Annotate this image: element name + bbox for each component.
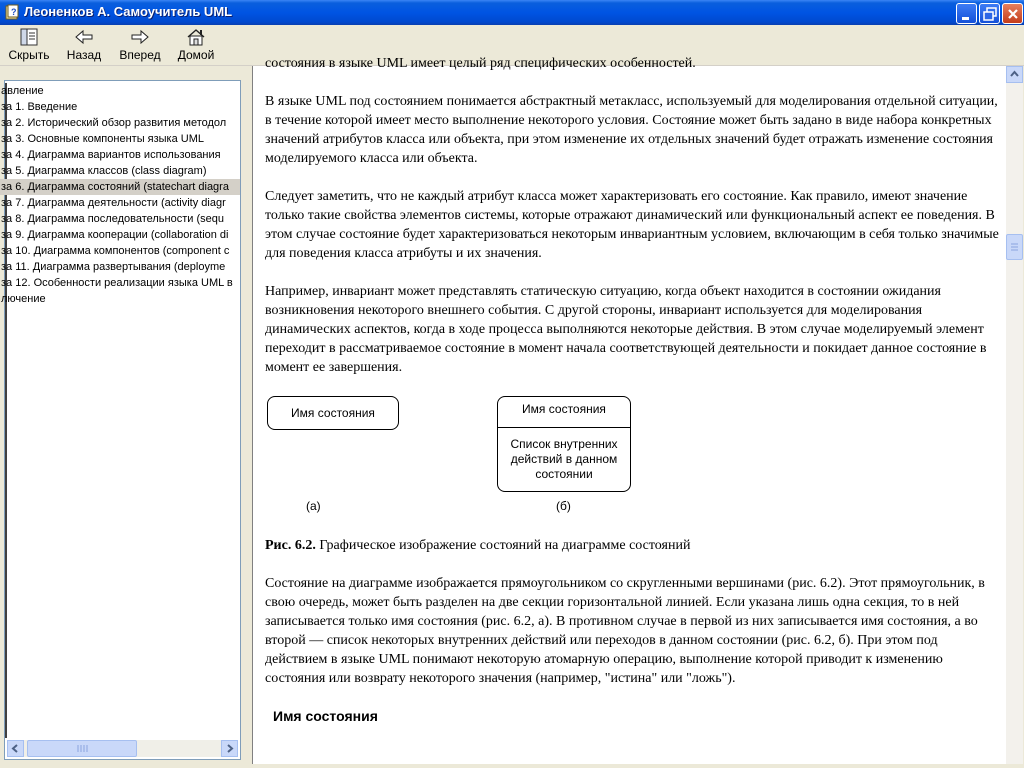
back-button[interactable] [66,27,102,63]
hide-pane-icon [18,27,40,47]
close-button[interactable] [1002,3,1023,24]
scroll-right-button[interactable] [221,740,238,757]
figure-label-b: (б) [556,499,571,513]
toc-item[interactable]: за 1. Введение [1,101,78,113]
hide-button[interactable] [8,27,50,63]
state-actions: Список внутренних действий в данном состоянии [510,437,618,481]
figure-caption [265,536,1000,555]
state-with-actions [497,396,631,492]
toc-item[interactable]: за 4. Диаграмма вариантов использования [1,149,221,161]
chevron-up-icon [1007,67,1022,82]
toc-pane [1,80,241,760]
pane-splitter[interactable] [242,66,250,768]
toc-item[interactable]: за 10. Диаграмма компонентов (component c [1,245,230,257]
forward-label: Вперед [119,48,161,62]
minimize-icon [957,4,978,25]
toc-item[interactable]: за 7. Диаграмма деятельности (activity diagr [1,197,226,209]
minimize-button[interactable] [956,3,977,24]
title-bar[interactable] [0,0,1024,25]
paragraph: Например, инвариант может представлять статическую ситуацию, когда объект находится в состоянии ожидания возникновения некоторого внешнего события. С другой стороны, инвариант используется для моделирования динамических аспектов, когда в ходе процесса выполняются некоторые действия. В этом случае моделируемый элемент переходит в рассматриваемое состояние в момент начала соответствующей деятельности и покидает данное состояние в момент ее завершения. [265,284,987,375]
window-bottom-border [0,764,1024,768]
back-arrow-icon [73,27,95,47]
state-name: Имя состояния [498,397,630,428]
forward-button[interactable] [119,27,161,63]
toc-item[interactable]: за 9. Диаграмма кооперации (collaboration di [1,229,229,241]
toc-item[interactable]: за 11. Диаграмма развертывания (deployme [1,261,226,273]
grip-icon [1007,235,1022,259]
state-simple: Имя состояния [267,396,399,430]
maximize-icon [980,4,1001,25]
svg-text:?: ? [11,7,17,17]
section-heading: Имя состояния [273,708,378,724]
window-title: Леоненков А. Самоучитель UML [24,4,233,19]
toc-item[interactable]: лючение [1,293,46,305]
toc-item-selected[interactable]: за 6. Диаграмма состояний (statechart diagra [0,179,240,195]
paragraph: В языке UML под состоянием понимается абстрактный метакласс, используемый для моделирования отдельной ситуации, в течение которой имеет место выполнение некоторого условия. Состояние может быть задано в виде набора конкретных значений атрибутов класса или объекта, при этом изменение их отдельных значений будет отражать изменение состояния моделируемого класса или объекта. [265,94,998,166]
scroll-thumb[interactable] [27,740,137,757]
chevron-right-icon [222,741,237,756]
figure-label-a: (а) [306,499,321,513]
scroll-thumb[interactable] [1006,234,1023,260]
chevron-left-icon [8,741,23,756]
book-help-icon [4,4,20,20]
toc-item[interactable]: за 3. Основные компоненты языка UML [1,133,205,145]
grip-icon [28,741,136,756]
toc-item[interactable]: за 5. Диаграмма классов (class diagram) [1,165,207,177]
scroll-up-button[interactable] [1006,66,1023,83]
back-label: Назад [66,48,102,62]
caption-text: Графическое изображение состояний на диаграмме состояний [315,538,691,553]
toc-item[interactable]: авление [1,85,44,97]
close-icon [1003,4,1024,25]
toc-tree[interactable] [1,83,240,738]
maximize-button[interactable] [979,3,1000,24]
toc-item[interactable]: за 2. Исторический обзор развития методол [1,117,227,129]
paragraph: состояния в языке UML имеет целый ряд специфических особенностей. [265,56,696,71]
toc-horizontal-scrollbar[interactable] [7,740,238,757]
toc-item[interactable]: за 8. Диаграмма последовательности (sequ [1,213,224,225]
content-pane [252,56,1006,768]
paragraph: Следует заметить, что не каждый атрибут класса может характеризовать его состояние. Как правило, имеют значение только такие свойства элементов системы, которые отражают динамический или функциональный аспект ее поведения. В этом случае состояние будет характеризоваться некоторым инвариантным условием, включающим в себя только значимые для поведения класса атрибуты и их значения. [265,189,999,261]
home-icon [185,27,207,47]
paragraph: Состояние на диаграмме изображается прямоугольником со скругленными вершинами (рис. 6.2). Этот прямоугольник, в свою очередь, может быть разделен на две секции горизонтальной линией. Если указана лишь одна секция, то в ней записывается только имя состояния (рис. 6.2, а). В противном случае в первой из них записывается имя состояния, а во второй — список некоторых внутренних действий или переходов в данном состоянии (рис. 6.2, б). При этом под действием в языке UML понимают некоторую атомарную операцию, выполнение которой приводит к изменению состояния или возврату некоторого значения (например, "истина" или "ложь"). [265,576,985,686]
home-label: Домой [177,48,215,62]
scroll-left-button[interactable] [7,740,24,757]
content-vertical-scrollbar[interactable] [1006,66,1023,768]
caption-number: Рис. 6.2. [265,538,316,553]
home-button[interactable] [177,27,215,63]
state-figure [265,396,1000,536]
forward-arrow-icon [129,27,151,47]
article [265,54,1000,726]
hide-label: Скрыть [8,48,50,62]
toc-item[interactable]: за 12. Особенности реализации языка UML в [1,277,233,289]
